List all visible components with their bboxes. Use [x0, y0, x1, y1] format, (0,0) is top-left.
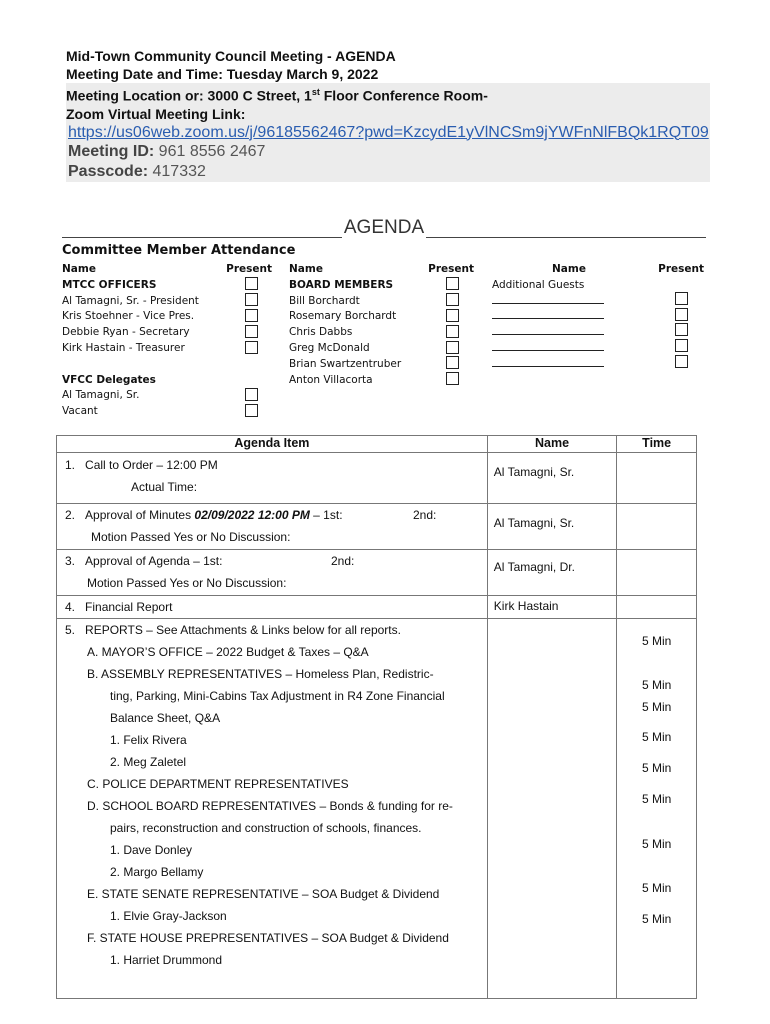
time-value: 5 Min	[641, 837, 672, 851]
divider	[62, 221, 342, 238]
presenter-name: Al Tamagni, Dr.	[487, 550, 617, 596]
board-member-name: Rosemary Borchardt	[289, 310, 397, 323]
agenda-heading: AGENDA	[62, 218, 706, 238]
report-line: 1. Harriet Drummond	[110, 953, 223, 967]
present-checkbox[interactable]	[245, 293, 258, 306]
present-checkbox[interactable]	[245, 388, 258, 401]
vfcc-name: Al Tamagni, Sr.	[62, 389, 140, 402]
officer-name: Kirk Hastain - Treasurer	[62, 341, 185, 354]
time-value: 5 Min	[641, 912, 672, 926]
time-value: 5 Min	[641, 761, 672, 775]
officers-title: MTCC OFFICERS	[62, 278, 157, 291]
board-member-name: Anton Villacorta	[289, 373, 373, 386]
vfcc-title: VFCC Delegates	[62, 373, 156, 386]
guest-name-line[interactable]	[492, 325, 604, 335]
meeting-title: Mid-Town Community Council Meeting - AGENDA	[66, 48, 396, 64]
present-checkbox[interactable]	[245, 309, 258, 322]
officer-name: Kris Stoehner - Vice Pres.	[62, 310, 195, 323]
officer-name: Al Tamagni, Sr. - President	[62, 294, 199, 307]
passcode: Passcode: 417332	[68, 162, 206, 180]
table-row: 5. REPORTS – See Attachments & Links below for all reports. A. MAYOR’S OFFICE – 2022 Budget & Taxes – Q&A B. ASSEMBLY REPRESENTATIVES – Homeless Plan, Redistric- ting, Parking, Mini-Cabins Tax Adjustment in R4 Zone Financial Balance Sheet, Q&A 1. Felix Rivera 2. Meg Zaletel C. POLICE DEPARTMENT REPRESENTATIVES D. SCHOOL BOARD REPRESENTATIVES – Bonds & funding for re- pairs, reconstruction and construction of schools, finances. 1. Dave Donley 2. Margo Bellamy E. STATE SENATE REPRESENTATIVE – SOA Budget & Dividend 1. Elvie Gray-Jackson F. STATE HOUSE PREPRESENTATIVES – SOA Budget & Dividend 1. Harriet Drummond 5 Min 5 Min 5 Min 5 Min 5 Min 5 Min 5 Min 5 Min 5 Min	[57, 619, 697, 999]
table-row: 1. Call to Order – 12:00 PM Actual Time: Al Tamagni, Sr.	[57, 453, 697, 504]
table-row: 2. Approval of Minutes 02/09/2022 12:00 PM – 1st: 2nd: Motion Passed Yes or No Discussion: Al Tamagni, Sr.	[57, 504, 697, 550]
time-value: 5 Min	[641, 700, 672, 714]
report-line: B. ASSEMBLY REPRESENTATIVES – Homeless Plan, Redistric-	[87, 667, 434, 681]
officer-name: Debbie Ryan - Secretary	[62, 326, 190, 339]
table-row: 3. Approval of Agenda – 1st: 2nd: Motion Passed Yes or No Discussion: Al Tamagni, Dr.	[57, 550, 697, 596]
report-line: 2. Margo Bellamy	[110, 865, 204, 879]
present-checkbox[interactable]	[446, 293, 459, 306]
time-value: 5 Min	[641, 881, 672, 895]
time-value: 5 Min	[641, 678, 672, 692]
report-line: 1. Elvie Gray-Jackson	[110, 909, 227, 923]
report-line: A. MAYOR’S OFFICE – 2022 Budget & Taxes – Q&A	[87, 645, 369, 659]
zoom-link-label: Zoom Virtual Meeting Link:	[66, 105, 246, 122]
meeting-date: Meeting Date and Time: Tuesday March 9, 2022	[66, 66, 379, 82]
zoom-link[interactable]: https://us06web.zoom.us/j/96185562467?pwd=KzcydE1yVlNCSm9jYWFnNlFBQk1RQT09	[68, 123, 709, 141]
present-checkbox[interactable]	[675, 308, 688, 321]
report-line: Balance Sheet, Q&A	[110, 711, 221, 725]
board-member-name: Chris Dabbs	[289, 326, 353, 339]
report-line: D. SCHOOL BOARD REPRESENTATIVES – Bonds & funding for re-	[87, 799, 453, 813]
present-checkbox[interactable]	[446, 325, 459, 338]
present-checkbox[interactable]	[245, 404, 258, 417]
attendance-title: Committee Member Attendance	[62, 243, 296, 258]
board-member-name: Greg McDonald	[289, 341, 370, 354]
present-checkbox[interactable]	[675, 339, 688, 352]
presenter-name: Al Tamagni, Sr.	[487, 504, 617, 550]
report-line: E. STATE SENATE REPRESENTATIVE – SOA Budget & Dividend	[87, 887, 440, 901]
present-checkbox[interactable]	[446, 277, 459, 290]
present-checkbox[interactable]	[446, 356, 459, 369]
time-value: 5 Min	[641, 730, 672, 744]
time-value: 5 Min	[641, 634, 672, 648]
guest-name-line[interactable]	[492, 294, 604, 304]
guests-title: Additional Guests	[492, 278, 585, 291]
table-header-row	[57, 436, 697, 453]
present-checkbox[interactable]	[675, 292, 688, 305]
board-title: BOARD MEMBERS	[289, 278, 394, 291]
time-value: 5 Min	[641, 792, 672, 806]
guest-name-line[interactable]	[492, 357, 604, 367]
present-checkbox[interactable]	[675, 355, 688, 368]
board-column: Name Present BOARD MEMBERS Bill Borchardt Rosemary Borchardt Chris Dabbs Greg McDonald Brian Swartzentruber Anton Villacorta	[289, 262, 474, 388]
vfcc-name: Vacant	[62, 405, 98, 418]
report-line: 1. Dave Donley	[110, 843, 193, 857]
present-checkbox[interactable]	[446, 341, 459, 354]
present-checkbox[interactable]	[245, 277, 258, 290]
present-checkbox[interactable]	[245, 325, 258, 338]
col-header-agenda-item: Agenda Item	[57, 436, 488, 453]
col-header-name: Name	[487, 436, 617, 453]
presenter-name: Kirk Hastain	[487, 596, 617, 619]
present-checkbox[interactable]	[675, 323, 688, 336]
present-checkbox[interactable]	[446, 309, 459, 322]
board-member-name: Bill Borchardt	[289, 294, 360, 307]
presenter-name: Al Tamagni, Sr.	[487, 453, 617, 504]
meeting-id: Meeting ID: 961 8556 2467	[68, 142, 266, 160]
meeting-header	[66, 47, 710, 182]
report-line: 2. Meg Zaletel	[110, 755, 187, 769]
present-checkbox[interactable]	[446, 372, 459, 385]
present-checkbox[interactable]	[245, 341, 258, 354]
table-row: 4. Financial Report Kirk Hastain	[57, 596, 697, 619]
report-line: F. STATE HOUSE PREPRESENTATIVES – SOA Budget & Dividend	[87, 931, 449, 945]
divider	[426, 221, 706, 238]
guest-name-line[interactable]	[492, 341, 604, 351]
report-line: 1. Felix Rivera	[110, 733, 187, 747]
board-member-name: Brian Swartzentruber	[289, 357, 402, 370]
report-line: pairs, reconstruction and construction of schools, finances.	[110, 821, 422, 835]
col-header-time: Time	[617, 436, 697, 453]
officers-column: Name Present MTCC OFFICERS Al Tamagni, Sr. - President Kris Stoehner - Vice Pres. Debbie Ryan - Secretary Kirk Hastain - Treasurer VFCC Delegates Al Tamagni, Sr. Vacant	[62, 262, 272, 420]
meeting-location: Meeting Location or: 3000 C Street, 1st Floor Conference Room-	[66, 87, 488, 104]
guests-column: Name Present Additional Guests	[492, 262, 704, 373]
report-line: ting, Parking, Mini-Cabins Tax Adjustment in R4 Zone Financial	[110, 689, 445, 703]
guest-name-line[interactable]	[492, 309, 604, 319]
agenda-table	[56, 435, 697, 999]
report-line: C. POLICE DEPARTMENT REPRESENTATIVES	[87, 777, 349, 791]
